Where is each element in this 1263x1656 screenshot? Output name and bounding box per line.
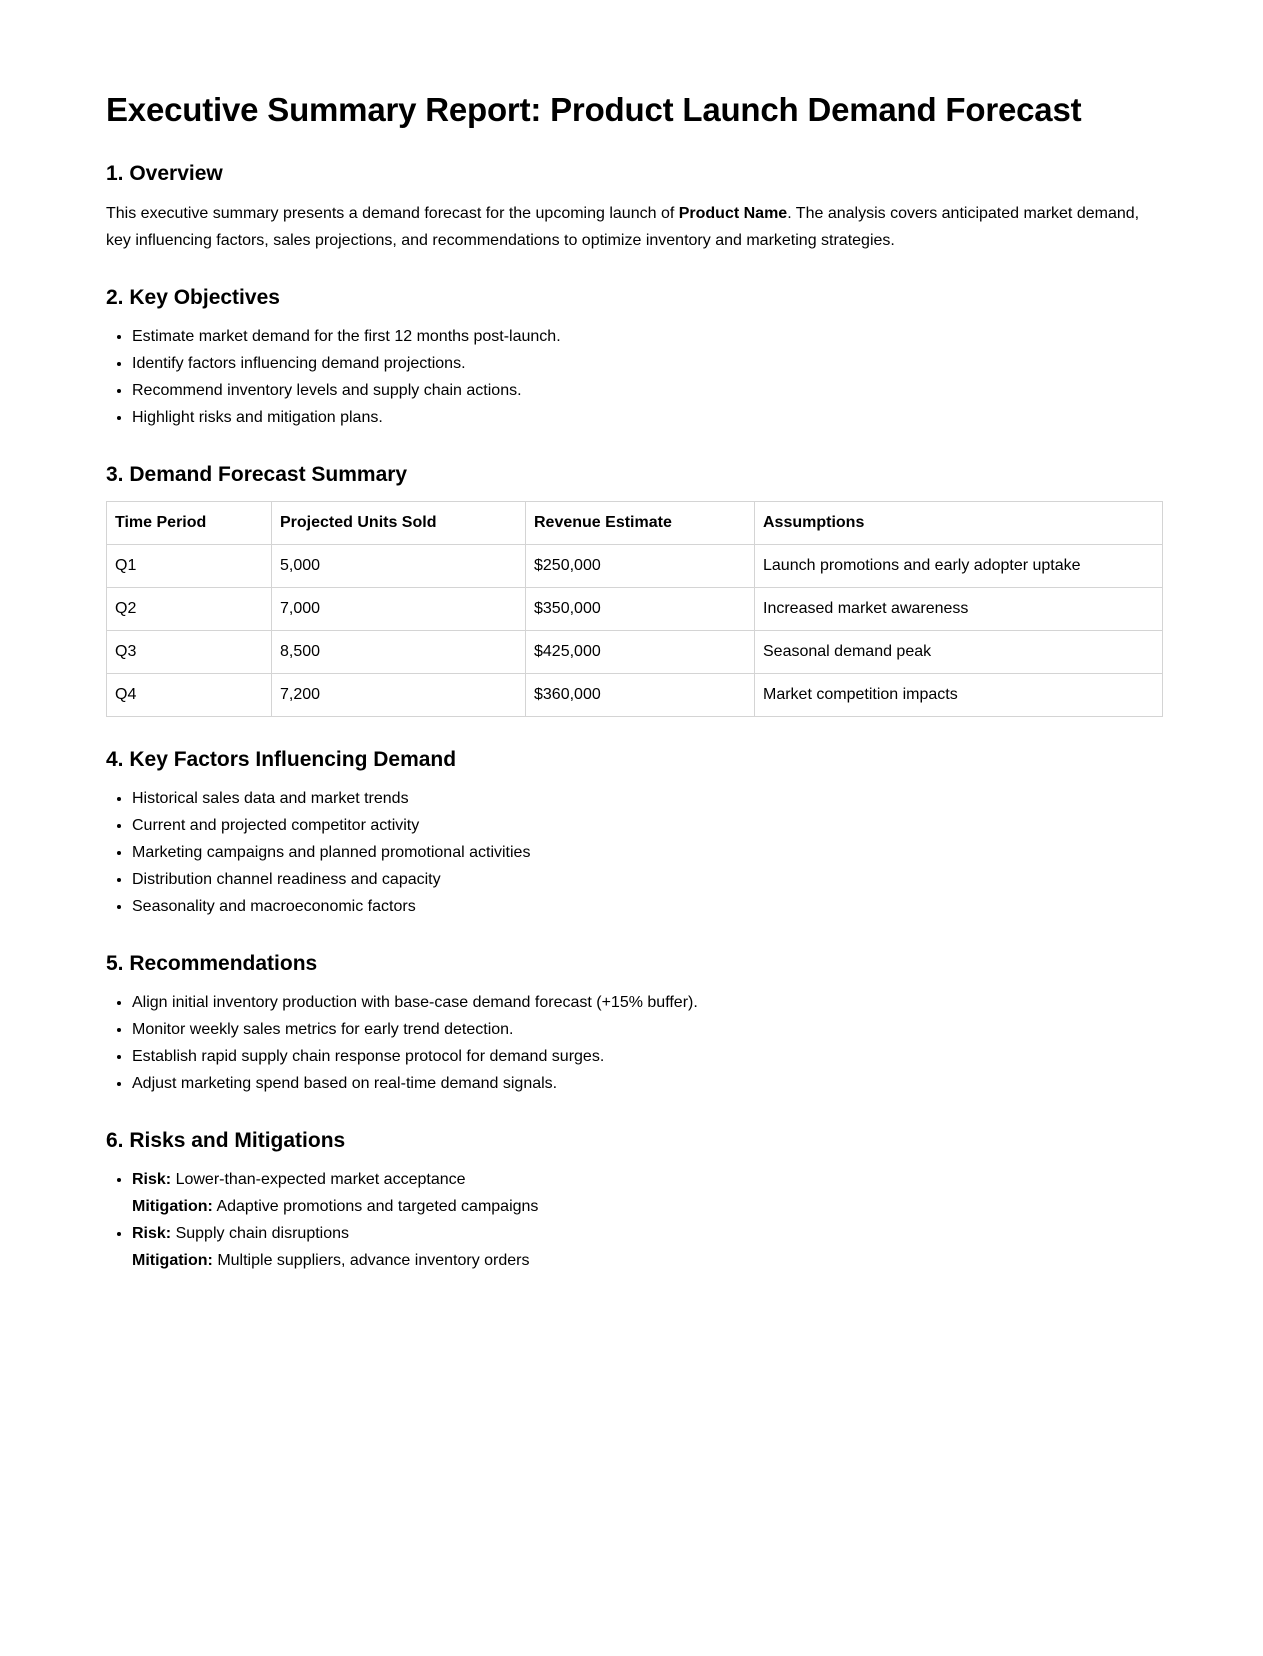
overview-text-before: This executive summary presents a demand forecast for the upcoming launch of: [106, 205, 679, 222]
cell-projected-units: 7,200: [272, 674, 526, 717]
list-item: [132, 1220, 1157, 1274]
factors-heading: 4. Key Factors Influencing Demand: [106, 748, 457, 771]
list-item: • Identify factors influencing demand projections.: [132, 350, 1157, 377]
objectives-list: [106, 323, 1157, 431]
table-row: [107, 588, 1163, 631]
list-item: • Distribution channel readiness and capacity: [132, 866, 1157, 893]
list-item: • Historical sales data and market trends: [132, 785, 1157, 812]
list-item: • Monitor weekly sales metrics for early trend detection.: [132, 1016, 1157, 1043]
overview-text-after: . The analysis covers anticipated market demand, key influencing factors, sales projections, and recommendations to optimize inventory and marketing strategies.: [106, 205, 1140, 249]
column-header-revenue: Revenue Estimate: [526, 502, 755, 545]
list-item: • Highlight risks and mitigation plans.: [132, 404, 1157, 431]
column-header-time-period: Time Period: [107, 502, 272, 545]
mitigation-label: Mitigation:: [132, 1198, 213, 1215]
cell-time-period: Q4: [107, 674, 272, 717]
objectives-section: [106, 284, 1157, 431]
cell-assumptions: Increased market awareness: [755, 588, 1163, 631]
report-title: Executive Summary Report: Product Launch Demand Forecast: [106, 91, 1082, 128]
forecast-heading: 3. Demand Forecast Summary: [106, 463, 408, 486]
risk-text: Lower-than-expected market acceptance: [175, 1171, 466, 1188]
list-item: • Adjust marketing spend based on real-time demand signals.: [132, 1070, 1157, 1097]
cell-projected-units: 7,000: [272, 588, 526, 631]
cell-projected-units: 8,500: [272, 631, 526, 674]
table-header-row: [107, 502, 1163, 545]
recommendations-section: [106, 950, 1157, 1097]
cell-time-period: Q1: [107, 545, 272, 588]
cell-revenue: $425,000: [526, 631, 755, 674]
list-item: [132, 1166, 1157, 1220]
list-item: • Seasonality and macroeconomic factors: [132, 893, 1157, 920]
overview-section: [106, 160, 1157, 254]
risk-text: Supply chain disruptions: [175, 1225, 350, 1242]
overview-paragraph: [106, 200, 1157, 254]
recommendations-list: [106, 989, 1157, 1097]
list-item: • Estimate market demand for the first 12 months post-launch.: [132, 323, 1157, 350]
mitigation-line: [132, 1247, 1157, 1274]
cell-projected-units: 5,000: [272, 545, 526, 588]
recommendations-heading: 5. Recommendations: [106, 952, 318, 975]
list-item: • Align initial inventory production with base-case demand forecast (+15% buffer).: [132, 989, 1157, 1016]
list-item: • Marketing campaigns and planned promotional activities: [132, 839, 1157, 866]
mitigation-text: Multiple suppliers, advance inventory orders: [217, 1252, 530, 1269]
forecast-section: [106, 461, 1157, 717]
risk-line: [132, 1220, 1157, 1247]
risks-heading: 6. Risks and Mitigations: [106, 1129, 346, 1152]
overview-heading: 1. Overview: [106, 162, 223, 185]
column-header-assumptions: Assumptions: [755, 502, 1163, 545]
cell-revenue: $350,000: [526, 588, 755, 631]
factors-list: [106, 785, 1157, 920]
list-item: • Current and projected competitor activity: [132, 812, 1157, 839]
cell-revenue: $360,000: [526, 674, 755, 717]
objectives-heading: 2. Key Objectives: [106, 286, 280, 309]
column-header-projected-units: Projected Units Sold: [272, 502, 526, 545]
mitigation-label: Mitigation:: [132, 1252, 213, 1269]
table-row: [107, 674, 1163, 717]
risks-list: [106, 1166, 1157, 1274]
risk-line: [132, 1166, 1157, 1193]
table-row: [107, 545, 1163, 588]
mitigation-line: [132, 1193, 1157, 1220]
list-item: • Establish rapid supply chain response protocol for demand surges.: [132, 1043, 1157, 1070]
list-item: • Recommend inventory levels and supply chain actions.: [132, 377, 1157, 404]
risk-label: Risk:: [132, 1171, 172, 1188]
factors-section: [106, 746, 1157, 920]
risks-section: [106, 1127, 1157, 1274]
cell-assumptions: Launch promotions and early adopter uptake: [755, 545, 1163, 588]
cell-time-period: Q2: [107, 588, 272, 631]
risk-label: Risk:: [132, 1225, 172, 1242]
mitigation-text: Adaptive promotions and targeted campaigns: [216, 1198, 539, 1215]
cell-assumptions: Seasonal demand peak: [755, 631, 1163, 674]
table-row: [107, 631, 1163, 674]
forecast-table: [106, 501, 1163, 717]
cell-revenue: $250,000: [526, 545, 755, 588]
cell-assumptions: Market competition impacts: [755, 674, 1163, 717]
product-name: Product Name: [678, 205, 788, 222]
cell-time-period: Q3: [107, 631, 272, 674]
